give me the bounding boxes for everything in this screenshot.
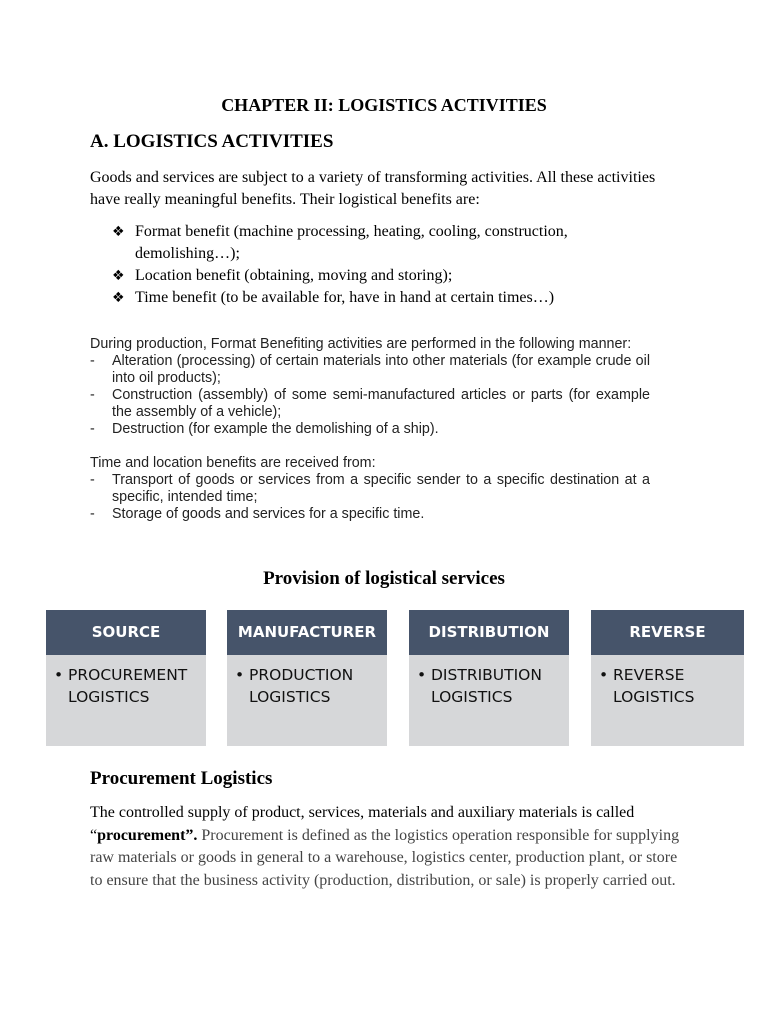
- bullet-dot: •: [235, 666, 245, 684]
- list-item: - Alteration (processing) of certain materials into other materials (for example crude oil into oil products);: [90, 353, 650, 386]
- chapter-title: CHAPTER II: LOGISTICS ACTIVITIES: [221, 95, 547, 115]
- box-header: REVERSE: [591, 610, 744, 655]
- dash-bullet: -: [90, 353, 95, 369]
- bullet-dot: •: [417, 666, 427, 684]
- list-item: ❖ Format benefit (machine processing, heating, cooling, construction, demolishing…);: [112, 223, 568, 262]
- list-item: - Destruction (for example the demolishing of a ship).: [90, 421, 439, 437]
- production-intro: During production, Format Benefiting activities are performed in the following manner:: [90, 336, 632, 352]
- list-item: ❖ Location benefit (obtaining, moving and storing);: [112, 265, 652, 287]
- list-item: ❖ Time benefit (to be available for, have in hand at certain times…): [112, 287, 652, 309]
- list-item: - Construction (assembly) of some semi-manufactured articles or parts (for example the assembly of a vehicle);: [90, 387, 650, 420]
- logistics-services-diagram: [46, 610, 744, 746]
- box-source: [46, 610, 206, 746]
- procurement-term: procurement”.: [97, 826, 198, 844]
- intro-paragraph: Goods and services are subject to a variety of transforming activities. All these activities have really meaningful benefits. Their logistical benefits are:: [90, 169, 656, 208]
- diamond-bullet-icon: ❖: [112, 268, 125, 284]
- dash-bullet: -: [90, 472, 95, 488]
- box-body: • REVERSE LOGISTICS: [599, 666, 695, 706]
- procurement-paragraph: The controlled supply of product, services, materials and auxiliary materials is called “procurement”. Procurement is defined as the logistics operation responsible for supplying raw materials or goods in general to a warehouse, logistics center, production plant, or store to ensure that the business activity (production, distribution, or sale) is properly carried out.: [90, 804, 680, 889]
- bullet-dot: •: [54, 666, 64, 684]
- dash-bullet: -: [90, 387, 95, 403]
- scanned-excerpt: [90, 336, 650, 523]
- dash-bullet: -: [90, 506, 95, 522]
- list-item: - Transport of goods or services from a specific sender to a specific destination at a specific, intended time;: [90, 472, 650, 505]
- diamond-bullet-icon: ❖: [112, 290, 125, 306]
- box-header: SOURCE: [46, 610, 206, 655]
- box-body: • PROCUREMENT LOGISTICS: [54, 666, 188, 706]
- benefits-list: [112, 221, 652, 309]
- box-header: MANUFACTURER: [227, 610, 387, 655]
- diagram-title: Provision of logistical services: [263, 568, 505, 589]
- list-item: - Storage of goods and services for a specific time.: [90, 506, 425, 522]
- bullet-dot: •: [599, 666, 609, 684]
- procurement-heading: Procurement Logistics: [90, 768, 273, 789]
- diamond-bullet-icon: ❖: [112, 224, 125, 240]
- section-title: A. LOGISTICS ACTIVITIES: [90, 131, 334, 152]
- box-body: • PRODUCTION LOGISTICS: [235, 666, 354, 706]
- box-distribution: [409, 610, 569, 746]
- box-body: • DISTRIBUTION LOGISTICS: [417, 666, 542, 706]
- box-header: DISTRIBUTION: [409, 610, 569, 655]
- time-location-intro: Time and location benefits are received from:: [90, 455, 376, 471]
- box-reverse: [591, 610, 744, 746]
- dash-bullet: -: [90, 421, 95, 437]
- box-manufacturer: [227, 610, 387, 746]
